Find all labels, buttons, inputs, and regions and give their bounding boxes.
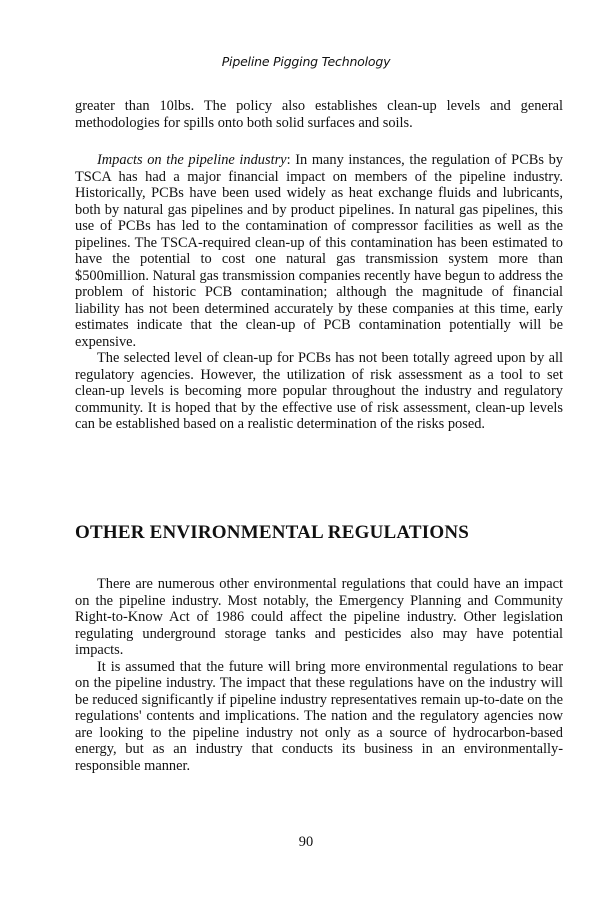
future-regulations-text: It is assumed that the future will bring more environmental regulations to bear on the pipeline industry. The impact that these regulations have on the industry will be reduced significantly if pipeline industry representatives remain up-to-date on the regulations' contents and implications. The nation and the regulatory agencies now are looking to the pipeline industry not only as a source of hydrocarbon-based energy, but as an industry that conducts its business in an environmentally-responsible manner. [75, 658, 563, 774]
impacts-paragraph [75, 152, 563, 350]
running-header: Pipeline Pigging Technology [221, 54, 391, 69]
continued-paragraph: greater than 10lbs. The policy also establishes clean-up levels and general methodologies for spills onto both solid surfaces and soils. [75, 98, 563, 131]
other-regulations-paragraph [75, 576, 563, 659]
pcb-impacts-block [75, 152, 563, 433]
cleanup-level-text: The selected level of clean-up for PCBs has not been totally agreed upon by all regulatory agencies. However, the utilization of risk assessment as a tool to set clean-up levels is becoming more popular throughout the industry and regulatory community. It is hoped that by the effective use of risk assessment, clean-up levels can be established based on a realistic determination of the risks posed. [75, 350, 563, 432]
impacts-runin-heading: Impacts on the pipeline industry [97, 152, 287, 168]
other-regulations-text: There are numerous other environmental regulations that could have an impact on the pipeline industry. Most notably, the Emergency Planning and Community Right-to-Know Act of 1986 could affect the pipeline industry. Other legislation regulating underground storage tanks and pesticides also may have potential impacts. [75, 576, 563, 658]
continued-paragraph-block [75, 98, 563, 131]
section-heading: OTHER ENVIRONMENTAL REGULATIONS [75, 522, 470, 543]
other-regulations-block [75, 576, 563, 774]
future-regulations-paragraph [75, 659, 563, 775]
impacts-paragraph-text: : In many instances, the regulation of PCBs by TSCA has had a major financial impact on members of the pipeline industry. Historically, PCBs have been used widely as heat exchange fluids and lubricants, both by natural gas pipelines and by product pipelines. In natural gas pipelines, this use of PCBs has led to the contamination of compressor facilities as well as the pipelines. The TSCA-required clean-up of this contamination has been estimated to have the potential to cost one natural gas transmission system more than $500million. Natural gas transmission companies recently have begun to address the problem of historic PCB contamination; although the magnitude of financial liability has not been determined accurately by these companies at this time, early estimates indicate that the clean-up of PCB contamination potentially will be expensive. [75, 152, 564, 350]
page-number: 90 [298, 834, 314, 850]
cleanup-level-paragraph [75, 350, 563, 433]
